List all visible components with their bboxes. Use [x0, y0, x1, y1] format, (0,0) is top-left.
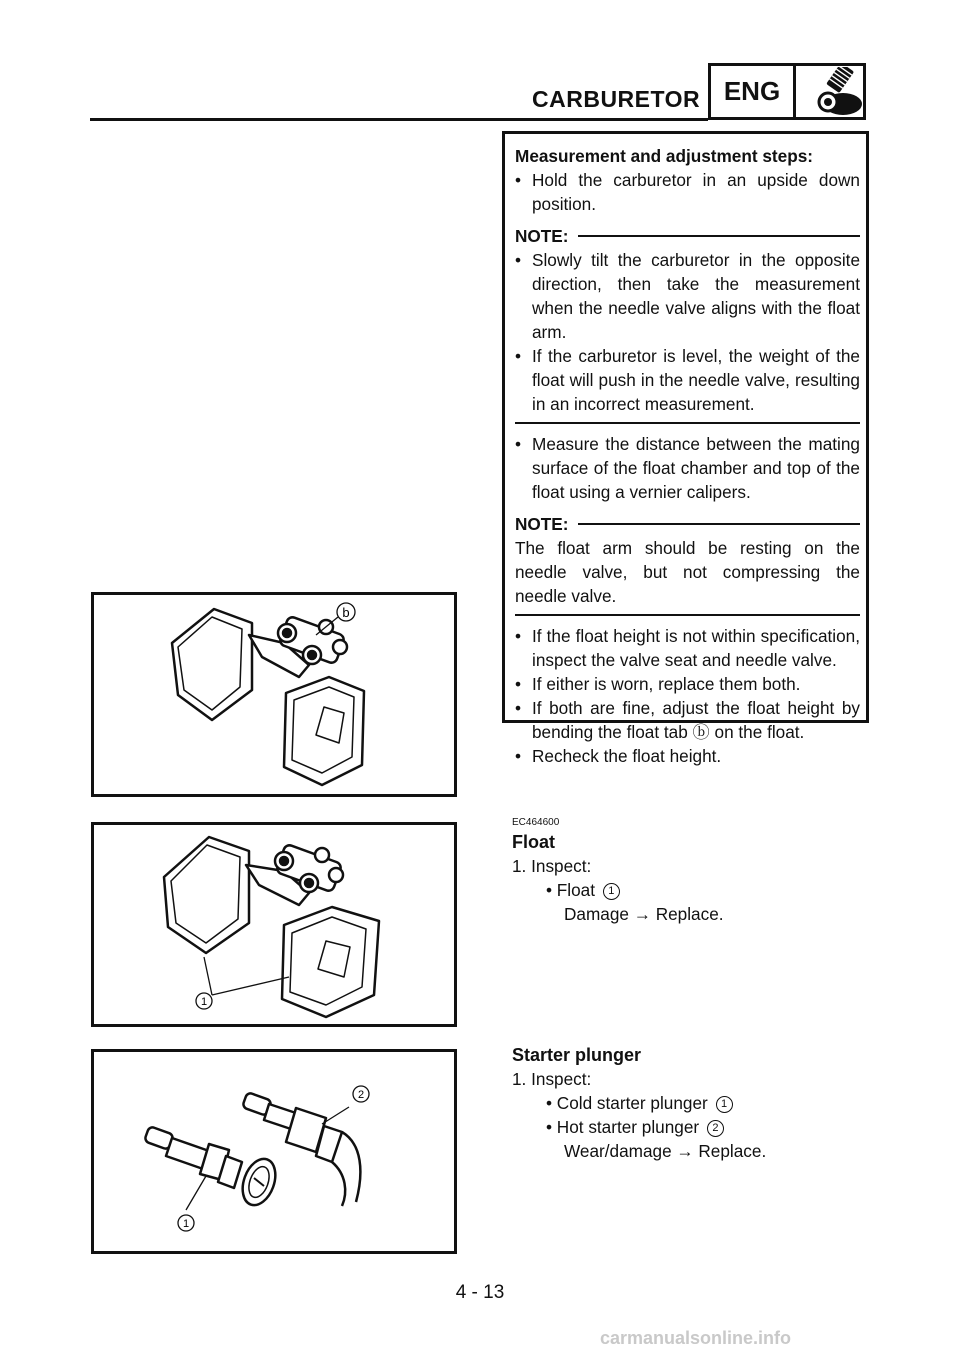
float-title: Float [512, 832, 555, 852]
item-label: Float [556, 880, 596, 900]
starter-plunger-figure [91, 1049, 457, 1254]
step-item: • Recheck the float height. [515, 746, 722, 766]
float-section [512, 830, 872, 926]
note-text: If the carburetor is level, the weight of the float will push in the needle valve, resulting in an incorrect measurement. [532, 346, 860, 414]
inspect-step: 1. Inspect: [512, 1069, 592, 1089]
plunger-title: Starter plunger [512, 1045, 642, 1065]
section-title: CARBURETOR [532, 86, 701, 112]
callout-2: 2 [357, 1089, 365, 1101]
note-text: The float arm should be resting on the needle valve, but not compressing the needle valve. [515, 538, 860, 606]
step-text: Recheck the float height. [532, 746, 722, 766]
item-label: Cold starter plunger [556, 1093, 708, 1113]
item-number: 1 [716, 1096, 733, 1113]
page-number: 4 - 13 [455, 1282, 505, 1303]
float-figure [91, 822, 457, 1027]
watermark: carmanualsonline.info [600, 1328, 792, 1348]
wrench-icon [796, 67, 863, 117]
step-item: • If either is worn, replace them both. [515, 674, 801, 694]
step-text: If both are fine, adjust the float height by bending the float tab ⓑ on the float. [532, 698, 860, 742]
step-text: Hold the carburetor in an upside down position. [532, 170, 860, 214]
section-code: EC464600 [512, 817, 560, 828]
note-end-rule [515, 614, 860, 616]
inspect-step: 1. Inspect: [512, 856, 592, 876]
callout-1: 1 [182, 1218, 190, 1230]
item-number: 2 [707, 1120, 724, 1137]
step-item: • Measure the distance between the mating surface of the float chamber and top of the float using a vernier calipers. [515, 434, 860, 502]
note-header [515, 224, 860, 248]
inspect-item: • Hot starter plunger 2 [512, 1115, 872, 1139]
inspect-result: Wear/damage → Replace. [564, 1141, 767, 1161]
inspect-item: • Float 1 [512, 878, 872, 902]
plunger-illustration [94, 1052, 454, 1251]
header-rule [90, 118, 708, 121]
item-number: 1 [603, 883, 620, 900]
note-end-rule [515, 422, 860, 424]
starter-plunger-section [512, 1043, 872, 1163]
note-item: • Slowly tilt the carburetor in the opposite direction, then take the measurement when the needle valve aligns with the float arm. [515, 250, 860, 342]
step-text: If the float height is not within specification, inspect the valve seat and needle valve. [532, 626, 860, 670]
note-text: Slowly tilt the carburetor in the opposite direction, then take the measurement when the needle valve aligns with the float arm. [532, 250, 860, 342]
float-illustration [94, 595, 454, 794]
callout-b: b [342, 605, 350, 620]
steps-heading: Measurement and adjustment steps: [515, 146, 813, 166]
step-text: If either is worn, replace them both. [532, 674, 801, 694]
section-badge [708, 63, 866, 120]
note-label: NOTE: [515, 514, 569, 534]
note-label: NOTE: [515, 226, 569, 246]
inspect-result: Damage → Replace. [564, 904, 724, 924]
step-item: • If the float height is not within specification, inspect the valve seat and needle valve. [515, 626, 860, 670]
callout-1: 1 [200, 996, 208, 1008]
step-item: • Hold the carburetor in an upside down position. [515, 170, 860, 214]
step-item: • If both are fine, adjust the float height by bending the float tab ⓑ on the float. [515, 698, 860, 742]
adjustment-steps-box [502, 131, 869, 766]
step-text: Measure the distance between the mating surface of the float chamber and top of the float using a vernier calipers. [532, 434, 860, 502]
float-tab-figure [91, 592, 457, 797]
float-illustration [94, 825, 454, 1024]
inspect-item: • Cold starter plunger 1 [512, 1091, 872, 1115]
note-header [515, 512, 860, 536]
item-label: Hot starter plunger [556, 1117, 700, 1137]
note-item: • If the carburetor is level, the weight of the float will push in the needle valve, resulting in an incorrect measurement. [515, 346, 860, 414]
badge-label: ENG [711, 66, 796, 117]
